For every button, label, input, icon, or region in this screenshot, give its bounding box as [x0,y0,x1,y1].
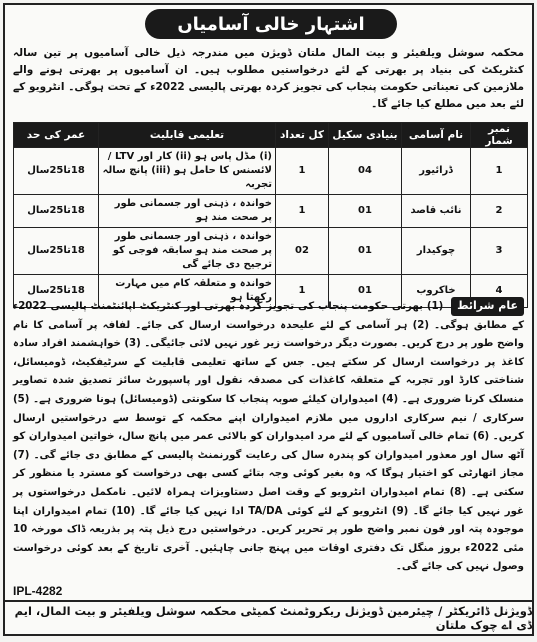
vacancies-table [13,122,528,308]
header-age: عمر کی حد [14,123,99,148]
cell-count: 1 [276,195,329,228]
table-row [14,148,528,195]
terms-body: (1) بھرتی حکومت پنجاب کی تجویز کردہ بھرتی اور کنٹریکٹ اپائنٹمنٹ پالیسی 2022ء کے مطابق ہوگی۔ (2) ہر آسامی کے لئے علیحدہ درخواست ارسال کی جائے۔ لفافہ پر آسامی کا نام واضح طور پر درج کریں۔ بصورت دیگر درخواست زیر غور نہیں لائی جائیگی۔ (3) خواہشمند افراد سادہ کاغذ پر درخواست ارسال کر سکتے ہیں۔ جس کے ساتھ تعلیمی قابلیت کے سرٹیفکیٹ، ڈومیسائل، شناختی کارڈ اور تجربہ کے متعلقہ کاغذات کی مصدقہ نقول اور پاسپورٹ سائز تصدیق شدہ تصاویر منسلک کرنا ضروری ہے۔ (4) امیدواران کیلئے صوبہ پنجاب کا سکونتی (ڈومیسائل) ہونا ضروری ہے۔ (5) سرکاری / نیم سرکاری اداروں میں ملازم امیدواران اپنے محکمہ کے توسط سے درخواستیں ارسال کریں۔ (6) تمام خالی آسامیوں کے لئے مرد امیدواران کو بالائی عمر میں پانچ سال، خواتین امیدواران کو آٹھ سال اور معذور امیدواران کو پندرہ سال کی رعایت گورنمنٹ پالیسی کے مطابق دی جائے گی۔ (7) مجاز اتھارٹی کو اختیار ہوگا کہ وہ بغیر کوئی وجہ بتائے کسی بھی درخواست کو مسترد یا منظور کر سکتی ہے۔ (8) تمام امیدواران انٹرویو کے وقت اصل دستاویزات ہمراہ لائیں۔ نامکمل درخواستوں پر غور نہیں کیا جائے گا۔ (9) انٹرویو کے لئے کوئی TA/DA ادا نہیں کیا جائے گا۔ (10) تمام امیدواران اپنا موجودہ پتہ اور فون نمبر واضح طور پر تحریر کریں۔ درخواستیں درج ذیل پتہ پر بذریعہ ڈاک مورخہ 10 مئی 2022ء بروز منگل تک دفتری اوقات میں پہنچ جانی چاہئیں۔ آخری تاریخ کے بعد کوئی درخواست وصول نہیں کی جائے گی۔ [13,301,525,573]
page-title: اشتہار خالی آسامیاں [145,9,397,39]
cell-post: نائب قاصد [402,195,471,228]
general-terms [13,297,524,577]
terms-heading: عام شرائط [451,297,524,316]
header-scale: بنیادی سکیل [329,123,402,148]
cell-count: 02 [276,228,329,275]
issuing-authority: ڈویژنل ڈائریکٹر / چیئرمین ڈویژنل ریکروٹمنٹ کمیٹی محکمہ سوشل ویلفیئر و بیت المال، ایم ڈی اے چوک ملتان [5,600,532,634]
table-row [14,228,528,275]
cell-post: خاکروب [402,275,471,308]
table-row [14,195,528,228]
cell-qualification: (i) مڈل پاس ہو (ii) کار اور LTV / لائسنس کا حامل ہو (iii) پانچ سالہ تجربہ [99,148,276,195]
cell-age: 18تا25سال [14,148,99,195]
cell-qualification: خواندہ و متعلقہ کام میں مہارت رکھتا ہو [99,275,276,308]
cell-serial: 4 [471,275,528,308]
header-post: نام آسامی [402,123,471,148]
cell-post: ڈرائیور [402,148,471,195]
cell-scale: 01 [329,275,402,308]
cell-count: 1 [276,275,329,308]
cell-scale: 04 [329,148,402,195]
header-serial: نمبر شمار [471,123,528,148]
header-count: کل تعداد [276,123,329,148]
cell-scale: 01 [329,228,402,275]
cell-serial: 3 [471,228,528,275]
cell-age: 18تا25سال [14,275,99,308]
cell-qualification: خواندہ ، ذہنی اور جسمانی طور پر صحت مند ہو [99,195,276,228]
cell-qualification: خواندہ ، ذہنی اور جسمانی طور پر صحت مند ہو سابقہ فوجی کو ترجیح دی جائے گی [99,228,276,275]
cell-post: چوکیدار [402,228,471,275]
table-header-row [14,123,528,148]
cell-age: 18تا25سال [14,195,99,228]
cell-serial: 1 [471,148,528,195]
advertisement-page [3,3,534,636]
cell-scale: 01 [329,195,402,228]
intro-paragraph: محکمہ سوشل ویلفیئر و بیت المال ملتان ڈویژن میں مندرجہ ذیل خالی آسامیوں پر تین سالہ کنٹریکٹ کی بنیاد پر بھرتی کے لئے درخواستیں مطلوب ہیں۔ ان آسامیوں پر بھرتی ہونے والے ملازمین کی تعیناتی حکومت پنجاب کی تجویز کردہ بھرتی پالیسی 2022ء کے تحت ہوگی۔ انٹرویو کے لئے بعد میں مطلع کیا جائے گا۔ [13,47,524,110]
cell-count: 1 [276,148,329,195]
header-qualification: تعلیمی قابلیت [99,123,276,148]
cell-serial: 2 [471,195,528,228]
cell-age: 18تا25سال [14,228,99,275]
reference-code: IPL-4282 [13,584,63,598]
